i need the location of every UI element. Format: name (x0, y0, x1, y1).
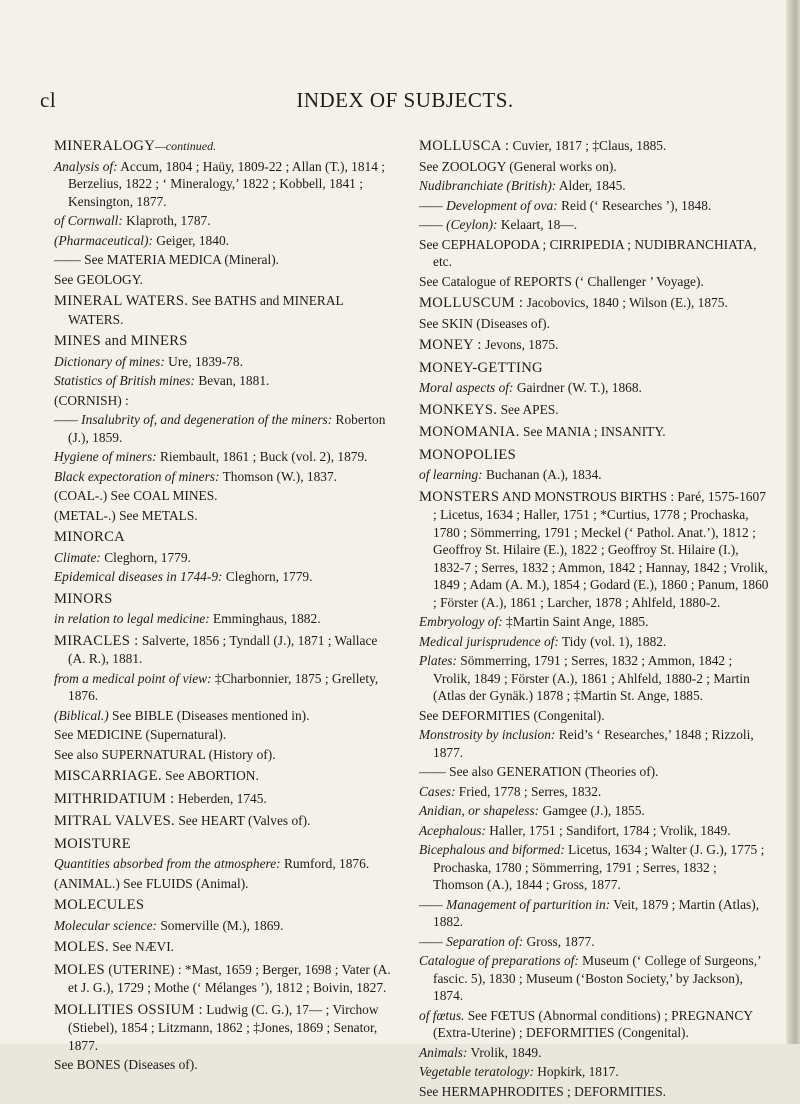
subentry-label: —— (Ceylon): (419, 217, 498, 232)
entry-subline (419, 633, 770, 651)
subentry-text: Sömmerring, 1791 ; Serres, 1832 ; Ammon, 1842 ; Vrolik, 1849 ; Förster (A.), 1861 ; Ahlfeld, 1880-2 ; Martin (Atlas der Gynäk.) 1878 ; ‡Martin St. Ange, 1885. (433, 653, 750, 703)
entry-heading-line (419, 446, 770, 465)
subentry-text: Thomson (W.), 1837. (219, 468, 338, 484)
index-entry (40, 767, 392, 786)
entry-headword: MISCARRIAGE. (54, 768, 162, 784)
entry-subline (419, 652, 770, 705)
entry-subline (419, 216, 770, 234)
subentry-label: Plates: (419, 653, 457, 668)
index-entry (405, 446, 770, 484)
subentry-text: See SKIN (Diseases of). (419, 315, 550, 331)
entry-headword: MITHRIDATIUM : (54, 790, 175, 807)
subentry-text: Gairdner (W. T.), 1868. (513, 380, 642, 395)
entry-text: See MANIA ; INSANITY. (519, 424, 666, 439)
subentry-label: Cases: (419, 783, 456, 799)
subentry-text: Alder, 1845. (556, 178, 626, 193)
entry-subline (419, 466, 770, 484)
subentry-text: Licetus, 1634 ; Walter (J. G.), 1775 ; Prochaska, 1780 ; Sömmerring, 1791 ; Serres, 1832 ; Thomson (A.), 1844 ; Gross, 1877. (433, 842, 765, 892)
subentry-text: Cleghorn, 1779. (100, 549, 191, 565)
entry-subline (54, 726, 392, 744)
entry-headword: MOISTURE (54, 835, 131, 852)
subentry-label: (Biblical.) (54, 707, 109, 723)
entry-headword: MONEY : (419, 337, 482, 353)
subentry-text: Kelaart, 18—. (497, 217, 578, 232)
subentry-text: See HERMAPHRODITES ; DEFORMITIES. (419, 1083, 666, 1099)
entry-heading-line (419, 359, 770, 378)
entry-subline (54, 448, 392, 466)
entry-subline (54, 610, 392, 628)
subentry-label: Molecular science: (54, 917, 157, 933)
entry-heading-line (54, 767, 392, 786)
subentry-label: —— Separation of: (419, 933, 524, 949)
entry-text: AND MONSTROUS BIRTHS : Paré, 1575-1607 ; Licetus, 1634 ; Haller, 1751 ; *Curtius, 1778 ; Prochaska, 1780 ; Sömmerring, 1791 ; Meckel (‘ Pathol. Anat.’), 1812 ; Geoffroy St. Hilaire (E.), 1822 ; Geoffroy St. Hilaire (I.), 1832-7 ; Serres, 1832 ; Ammon, 1842 ; Hannay, 1842 ; Vrolik, 1849 ; Adam (A. M.), 1854 ; Godard (E.), 1860 ; Panum, 1860 ; Förster (A.), 1861 ; Larcher, 1878 ; Ahlfeld, 1880-2. (433, 488, 769, 610)
entry-headword: MINERAL WATERS. (54, 293, 189, 309)
subentry-label: Acephalous: (419, 822, 486, 838)
subentry-text: See also SUPERNATURAL (History of). (54, 746, 276, 762)
subentry-text: See FŒTUS (Abnormal conditions) ; PREGNANCY (Extra-Uterine) ; DEFORMITIES (Congenital). (433, 1007, 753, 1040)
entry-headword: MOLES (54, 961, 105, 978)
entry-heading-line (54, 590, 392, 609)
entry-heading-line (54, 292, 392, 328)
entry-subline (54, 746, 392, 764)
entry-subline (419, 763, 770, 781)
entry-subline (419, 952, 770, 1005)
entry-text: See ABORTION. (161, 768, 259, 783)
subentry-text: Reid’s ‘ Researches,’ 1848 ; Rizzoli, 1877. (433, 727, 754, 760)
entry-continued: —continued. (155, 139, 217, 153)
entry-headword: MOLECULES (54, 897, 145, 913)
page-header (40, 88, 770, 112)
entry-subline (419, 783, 770, 801)
index-entry (405, 359, 770, 397)
entry-text: See APES. (497, 401, 559, 417)
subentry-label: —— Development of ova: (419, 197, 558, 213)
entry-text: Heberden, 1745. (174, 790, 267, 806)
entry-headword: MINERALOGY (54, 138, 156, 154)
entry-headword: MOLLITIES OSSIUM : (54, 1001, 203, 1018)
page-binding-edge (786, 0, 800, 1044)
subentry-text: Emminghaus, 1882. (209, 611, 321, 626)
entry-headword: MONOPOLIES (419, 446, 517, 463)
index-entry (405, 423, 770, 442)
entry-subline (54, 568, 392, 586)
entry-headword: MONOMANIA. (419, 424, 520, 440)
subentry-label: —— Management of parturition in: (419, 896, 611, 912)
entry-subline (54, 917, 392, 935)
entry-subline (419, 273, 770, 291)
subentry-label: Analysis of: (54, 158, 118, 174)
entry-headword: MITRAL VALVES. (54, 813, 175, 829)
index-entry (405, 488, 770, 1101)
entry-text: Jacobovics, 1840 ; Wilson (E.), 1875. (523, 295, 728, 310)
entry-subline (54, 487, 392, 505)
subentry-label: of learning: (419, 467, 483, 482)
entry-subline (419, 841, 770, 894)
entry-heading-line (54, 632, 392, 668)
entry-subline (54, 468, 392, 486)
subentry-text: Tidy (vol. 1), 1882. (558, 633, 667, 649)
entry-subline (54, 670, 392, 705)
entry-subline (419, 315, 770, 333)
subentry-text: See Catalogue of REPORTS (‘ Challenger ’ Voyage). (419, 273, 704, 289)
subentry-label: Nudibranchiate (British): (419, 178, 557, 193)
entry-subline (419, 1007, 770, 1042)
entry-text: See NÆVI. (108, 939, 175, 954)
subentry-label: Medical jurisprudence of: (419, 633, 559, 649)
subentry-text: Ure, 1839-78. (164, 353, 243, 369)
subentry-text: Vrolik, 1849. (467, 1044, 542, 1060)
subentry-label: Climate: (54, 549, 101, 565)
subentry-text: See BIBLE (Diseases mentioned in). (108, 707, 310, 723)
subentry-label: from a medical point of view: (54, 670, 212, 686)
index-entry (405, 294, 770, 332)
subentry-text: Museum (‘ College of Surgeons,’ fascic. 5), 1830 ; Museum (‘Boston Society,’ by Jackson), 1874. (433, 953, 761, 1003)
index-entry (40, 528, 392, 586)
entry-heading-line (54, 137, 392, 156)
entry-subline (419, 613, 770, 631)
entry-subline (54, 855, 392, 873)
subentry-text: (COAL-.) See COAL MINES. (54, 488, 218, 503)
entry-subline (419, 933, 770, 951)
subentry-label: Vegetable teratology: (419, 1064, 534, 1079)
page-title: INDEX OF SUBJECTS. (296, 88, 514, 112)
subentry-text: Somerville (M.), 1869. (157, 917, 284, 933)
subentry-label: of Cornwall: (54, 213, 123, 228)
index-entry (40, 790, 392, 809)
entry-subline (54, 251, 392, 269)
entry-subline (54, 707, 392, 725)
subentry-text: (METAL-.) See METALS. (54, 507, 198, 523)
subentry-text: Buchanan (A.), 1834. (482, 467, 602, 482)
left-column (40, 135, 392, 1078)
index-entry (40, 938, 392, 957)
entry-subline (419, 1044, 770, 1062)
subentry-label: Dictionary of mines: (54, 353, 165, 369)
subentry-label: Bicephalous and biformed: (419, 842, 565, 857)
entry-subline (54, 1056, 392, 1074)
entry-heading-line (419, 336, 770, 355)
subentry-text: Roberton (J.), 1859. (68, 412, 386, 445)
entry-headword: MINORS (54, 590, 113, 607)
subentry-label: Embryology of: (419, 614, 503, 629)
subentry-text: —— See MATERIA MEDICA (Mineral). (54, 252, 280, 267)
subentry-text: (ANIMAL.) See FLUIDS (Animal). (54, 875, 249, 891)
subentry-text: Fried, 1778 ; Serres, 1832. (455, 783, 602, 799)
entry-subline (54, 372, 392, 390)
index-entry (40, 590, 392, 628)
right-column (405, 135, 770, 1104)
entry-subline (54, 271, 392, 289)
entry-subline (419, 802, 770, 820)
entry-heading-line (419, 401, 770, 420)
entry-heading-line (419, 488, 770, 612)
subentry-text: See CEPHALOPODA ; CIRRIPEDIA ; NUDIBRANCHIATA, etc. (419, 236, 757, 269)
subentry-text: Veit, 1879 ; Martin (Atlas), 1882. (433, 896, 760, 929)
index-entry (40, 292, 392, 328)
index-entry (40, 835, 392, 893)
subentry-text: Rumford, 1876. (280, 856, 370, 871)
entry-heading-line (54, 790, 392, 809)
entry-heading-line (419, 423, 770, 442)
entry-subline (419, 896, 770, 931)
index-entry (405, 401, 770, 420)
subentry-label: —— Insalubrity of, and degeneration of the miners: (54, 412, 333, 427)
subentry-text: Accum, 1804 ; Haüy, 1809-22 ; Allan (T.), 1814 ; Berzelius, 1822 ; ‘ Mineralogy,’ 1822 ; Kobbell, 1841 ; Kensington, 1877. (68, 158, 386, 209)
entry-subline (54, 212, 392, 230)
subentry-label: of fœtus. (419, 1007, 465, 1023)
entry-subline (419, 197, 770, 215)
subentry-text: See DEFORMITIES (Congenital). (419, 707, 605, 723)
index-entry (40, 961, 392, 997)
subentry-text: See BONES (Diseases of). (54, 1057, 198, 1072)
entry-subline (54, 875, 392, 893)
subentry-text: ‡Martin Saint Ange, 1885. (502, 614, 649, 629)
entry-subline (419, 379, 770, 397)
entry-subline (419, 822, 770, 840)
entry-heading-line (419, 294, 770, 313)
subentry-text: Reid (‘ Researches ’), 1848. (557, 197, 712, 213)
subentry-text: Geiger, 1840. (152, 232, 229, 248)
entry-text: Jevons, 1875. (481, 337, 559, 352)
entry-headword: MINES and MINERS (54, 333, 188, 349)
subentry-text: Gross, 1877. (523, 933, 595, 949)
index-entry (40, 896, 392, 934)
entry-text: (UTERINE) : *Mast, 1659 ; Berger, 1698 ; Vater (A. et J. G.), 1729 ; Mothe (‘ Mélanges ’), 1812 ; Boivin, 1827. (68, 961, 391, 995)
subentry-label: Catalogue of preparations of: (419, 953, 579, 968)
entry-subline (54, 232, 392, 250)
index-entry (40, 137, 392, 288)
subentry-label: Moral aspects of: (419, 380, 514, 395)
entry-subline (54, 507, 392, 525)
index-entry (40, 812, 392, 831)
entry-subline (54, 392, 392, 410)
subentry-text: —— See also GENERATION (Theories of). (419, 764, 659, 779)
subentry-text: Gamgee (J.), 1855. (539, 803, 645, 818)
subentry-text: See GEOLOGY. (54, 271, 144, 287)
entry-heading-line (419, 137, 770, 156)
subentry-label: Statistics of British mines: (54, 373, 195, 388)
entry-subline (419, 726, 770, 761)
index-entry (405, 336, 770, 355)
entry-headword: MONKEYS. (419, 401, 498, 418)
entry-subline (419, 177, 770, 195)
subentry-text: Cleghorn, 1779. (222, 569, 313, 584)
entry-text: Salverte, 1856 ; Tyndall (J.), 1871 ; Wallace (A. R.), 1881. (68, 632, 378, 666)
entry-heading-line (54, 961, 392, 997)
subentry-text: Bevan, 1881. (194, 373, 270, 388)
entry-headword: MOLLUSCUM : (419, 295, 524, 311)
index-entry (40, 1001, 392, 1074)
entry-subline (54, 411, 392, 446)
subentry-label: Hygiene of miners: (54, 449, 157, 464)
entry-text: See BATHS and MINERAL WATERS. (68, 293, 344, 327)
subentry-text: See ZOOLOGY (General works on). (419, 158, 617, 174)
subentry-text: See MEDICINE (Supernatural). (54, 727, 227, 742)
entry-subline (419, 236, 770, 271)
entry-subline (419, 1083, 770, 1101)
entry-text: Ludwig (C. G.), 17— ; Virchow (Stiebel), 1854 ; Litzmann, 1862 ; ‡Jones, 1869 ; Senator, 1877. (68, 1001, 379, 1053)
index-entry (40, 632, 392, 764)
subentry-label: Black expectoration of miners: (54, 468, 220, 484)
entry-headword: MONEY-GETTING (419, 359, 543, 376)
entry-heading-line (54, 528, 392, 547)
entry-subline (419, 158, 770, 176)
entry-subline (419, 707, 770, 725)
subentry-label: Quantities absorbed from the atmosphere: (54, 856, 281, 871)
entry-heading-line (54, 938, 392, 957)
subentry-text: Haller, 1751 ; Sandifort, 1784 ; Vrolik, 1849. (485, 822, 731, 838)
entry-headword: MIRACLES : (54, 632, 139, 649)
entry-heading-line (54, 896, 392, 915)
subentry-label: Monstrosity by inclusion: (419, 727, 556, 742)
page-number: cl (40, 88, 57, 112)
entry-subline (419, 1063, 770, 1081)
subentry-text: Riembault, 1861 ; Buck (vol. 2), 1879. (156, 449, 368, 464)
subentry-label: Anidian, or shapeless: (419, 803, 540, 818)
entry-headword: MINORCA (54, 529, 126, 545)
subentry-label: in relation to legal medicine: (54, 611, 210, 626)
entry-subline (54, 353, 392, 371)
entry-subline (54, 158, 392, 211)
entry-headword: MOLLUSCA : (419, 138, 510, 154)
entry-text: Cuvier, 1817 ; ‡Claus, 1885. (509, 138, 667, 153)
index-entry (40, 332, 392, 524)
subentry-label: Animals: (419, 1044, 468, 1060)
subentry-text: Klaproth, 1787. (122, 213, 211, 228)
entry-text: See HEART (Valves of). (174, 813, 311, 828)
entry-heading-line (54, 812, 392, 831)
entry-headword: MOLES. (54, 939, 109, 955)
subentry-text: (CORNISH) : (54, 392, 129, 408)
subentry-label: (Pharmaceutical): (54, 232, 153, 248)
entry-heading-line (54, 1001, 392, 1055)
subentry-label: Epidemical diseases in 1744-9: (54, 569, 223, 584)
entry-subline (54, 549, 392, 567)
index-entry (405, 137, 770, 290)
entry-heading-line (54, 332, 392, 351)
entry-headword: MONSTERS (419, 488, 500, 505)
entry-heading-line (54, 835, 392, 854)
subentry-text: Hopkirk, 1817. (533, 1064, 619, 1079)
subentry-text: ‡Charbonnier, 1875 ; Grellety, 1876. (68, 670, 379, 703)
